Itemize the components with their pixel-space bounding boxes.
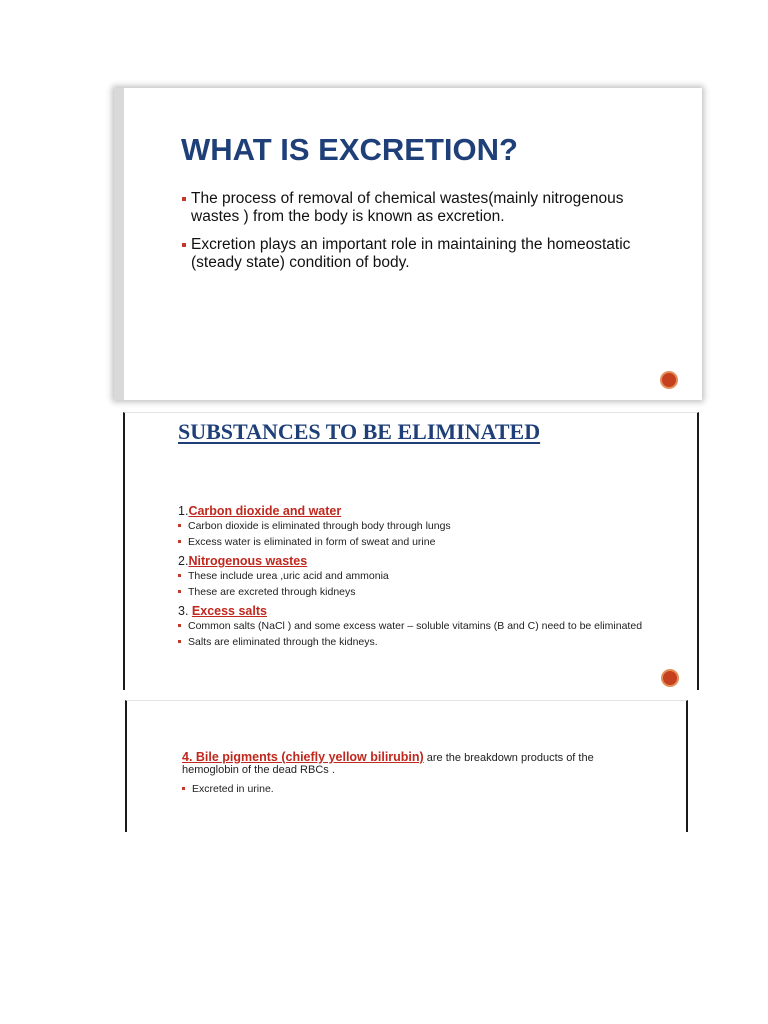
slide-what-is-excretion xyxy=(114,88,702,400)
section-list xyxy=(178,503,648,653)
bullet-square-icon xyxy=(178,624,181,627)
section-number: 1. xyxy=(178,504,189,518)
bullet-item xyxy=(182,236,652,272)
bullet-item xyxy=(178,637,648,647)
bullet-item xyxy=(182,784,652,794)
slide-title: WHAT IS EXCRETION? xyxy=(181,132,518,167)
bullet-text: The process of removal of chemical wastes(mainly nitrogenous wastes ) from the body is known as excretion. xyxy=(191,190,624,225)
bullet-text: These are excreted through kidneys xyxy=(188,586,356,598)
slide-title: SUBSTANCES TO BE ELIMINATED xyxy=(178,419,541,444)
bullet-square-icon xyxy=(178,590,181,593)
bullet-item xyxy=(178,571,648,581)
bullet-square-icon xyxy=(182,243,186,247)
slide-nav-dot-icon[interactable] xyxy=(661,669,679,687)
section-heading-text: Carbon dioxide and water xyxy=(188,504,342,518)
section-heading-text: Excess salts xyxy=(191,604,267,618)
section-heading-text: Nitrogenous wastes xyxy=(188,554,308,568)
bullet-square-icon xyxy=(178,640,181,643)
bullet-list xyxy=(182,190,652,282)
bullet-text: Excess water is eliminated in form of sweat and urine xyxy=(188,536,436,548)
section-number: 3. xyxy=(178,604,192,618)
bullet-item xyxy=(178,587,648,597)
section-number: 2. xyxy=(178,554,189,568)
bullet-text: Common salts (NaCl ) and some excess water – soluble vitamins (B and C) need to be eliminated xyxy=(188,620,643,632)
section-heading xyxy=(178,553,648,569)
bullet-square-icon xyxy=(182,197,186,201)
slide-bile-pigments xyxy=(125,700,688,832)
bullet-text: Salts are eliminated through the kidneys. xyxy=(188,636,378,648)
slide-substances-to-be-eliminated xyxy=(123,412,699,690)
bullet-item xyxy=(178,537,648,547)
bullet-text: These include urea ,uric acid and ammonia xyxy=(188,570,389,582)
bullet-text: Carbon dioxide is eliminated through body through lungs xyxy=(188,520,451,532)
bullet-text: Excreted in urine. xyxy=(192,783,274,795)
section-list xyxy=(182,751,652,800)
bullet-item xyxy=(178,621,648,631)
bullet-square-icon xyxy=(178,524,181,527)
section-heading-text: 4. Bile pigments (chiefly yellow bilirubin) xyxy=(182,750,424,764)
section-heading xyxy=(178,603,648,619)
bullet-text: Excretion plays an important role in maintaining the homeostatic (steady state) condition of body. xyxy=(191,236,631,271)
bullet-item xyxy=(182,190,652,226)
bullet-square-icon xyxy=(182,787,185,790)
lead-text: are the breakdown products of the hemoglobin of the dead RBCs . xyxy=(182,752,594,776)
slide-nav-dot-icon[interactable] xyxy=(660,371,678,389)
lead-paragraph xyxy=(182,751,652,776)
section-heading xyxy=(178,503,648,519)
bullet-item xyxy=(178,521,648,531)
bullet-square-icon xyxy=(178,540,181,543)
bullet-square-icon xyxy=(178,574,181,577)
